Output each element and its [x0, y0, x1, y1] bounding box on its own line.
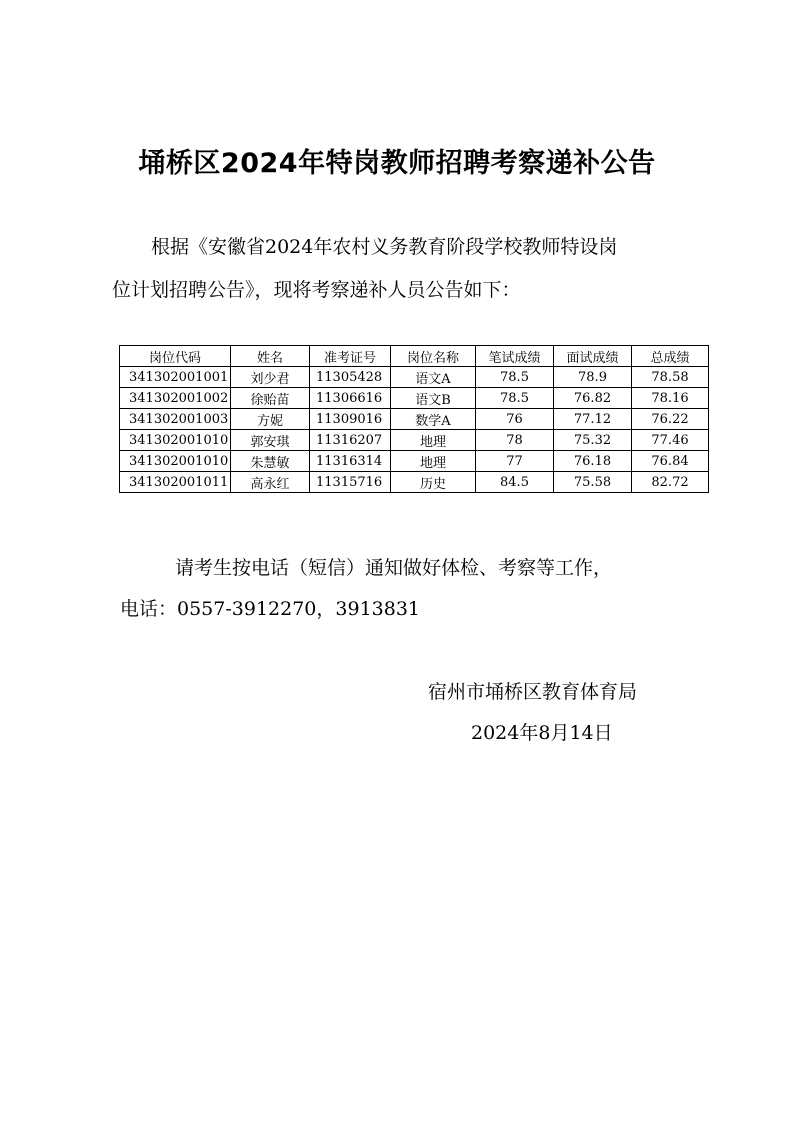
position-code: 341302001002 [120, 388, 231, 409]
written-score: 76 [476, 409, 554, 430]
intro-line-2: 位计划招聘公告》，现将考察递补人员公告如下： [112, 279, 521, 301]
position-name: 地理 [391, 451, 476, 472]
total-score: 77.46 [632, 430, 709, 451]
written-score: 77 [476, 451, 554, 472]
table-row [120, 451, 709, 472]
position-name: 语文B [391, 388, 476, 409]
page-title: 埇桥区2024年特岗教师招聘考察递补公告 [138, 148, 656, 179]
header-cell: 姓名 [231, 346, 310, 367]
candidate-name: 刘少君 [231, 367, 310, 388]
interview-score: 76.18 [554, 451, 632, 472]
total-score: 78.16 [632, 388, 709, 409]
position-name: 历史 [391, 472, 476, 493]
interview-score: 75.32 [554, 430, 632, 451]
position-code: 341302001003 [120, 409, 231, 430]
notice-line-2: 电话：0557-3912270，3913831 [120, 598, 421, 620]
candidate-name: 方妮 [231, 409, 310, 430]
admission-number: 11316314 [310, 451, 391, 472]
table-header-row [120, 346, 709, 367]
interview-score: 77.12 [554, 409, 632, 430]
position-code: 341302001011 [120, 472, 231, 493]
signature-organization: 宿州市埇桥区教育体育局 [428, 681, 638, 703]
admission-number: 11306616 [310, 388, 391, 409]
total-score: 76.84 [632, 451, 709, 472]
header-cell: 总成绩 [632, 346, 709, 367]
table-row [120, 367, 709, 388]
written-score: 78.5 [476, 388, 554, 409]
candidate-name: 徐贻苗 [231, 388, 310, 409]
total-score: 82.72 [632, 472, 709, 493]
interview-score: 75.58 [554, 472, 632, 493]
position-code: 341302001010 [120, 430, 231, 451]
position-name: 地理 [391, 430, 476, 451]
interview-score: 78.9 [554, 367, 632, 388]
header-cell: 岗位名称 [391, 346, 476, 367]
interview-score: 76.82 [554, 388, 632, 409]
admission-number: 11309016 [310, 409, 391, 430]
total-score: 78.58 [632, 367, 709, 388]
header-cell: 面试成绩 [554, 346, 632, 367]
header-cell: 岗位代码 [120, 346, 231, 367]
position-name: 语文A [391, 367, 476, 388]
position-name: 数学A [391, 409, 476, 430]
written-score: 78.5 [476, 367, 554, 388]
candidate-name: 高永红 [231, 472, 310, 493]
position-code: 341302001001 [120, 367, 231, 388]
candidate-name: 郭安琪 [231, 430, 310, 451]
table-row [120, 430, 709, 451]
header-cell: 笔试成绩 [476, 346, 554, 367]
header-cell: 准考证号 [310, 346, 391, 367]
candidate-name: 朱慧敏 [231, 451, 310, 472]
signature-date: 2024年8月14日 [471, 722, 613, 744]
admission-number: 11316207 [310, 430, 391, 451]
written-score: 78 [476, 430, 554, 451]
position-code: 341302001010 [120, 451, 231, 472]
intro-line-1: 根据《安徽省2024年农村义务教育阶段学校教师特设岗 [151, 236, 618, 258]
score-table [119, 345, 709, 493]
written-score: 84.5 [476, 472, 554, 493]
notice-line-1: 请考生按电话（短信）通知做好体检、考察等工作， [175, 557, 613, 579]
table-row [120, 388, 709, 409]
table-row [120, 472, 709, 493]
total-score: 76.22 [632, 409, 709, 430]
admission-number: 11305428 [310, 367, 391, 388]
table-row [120, 409, 709, 430]
admission-number: 11315716 [310, 472, 391, 493]
